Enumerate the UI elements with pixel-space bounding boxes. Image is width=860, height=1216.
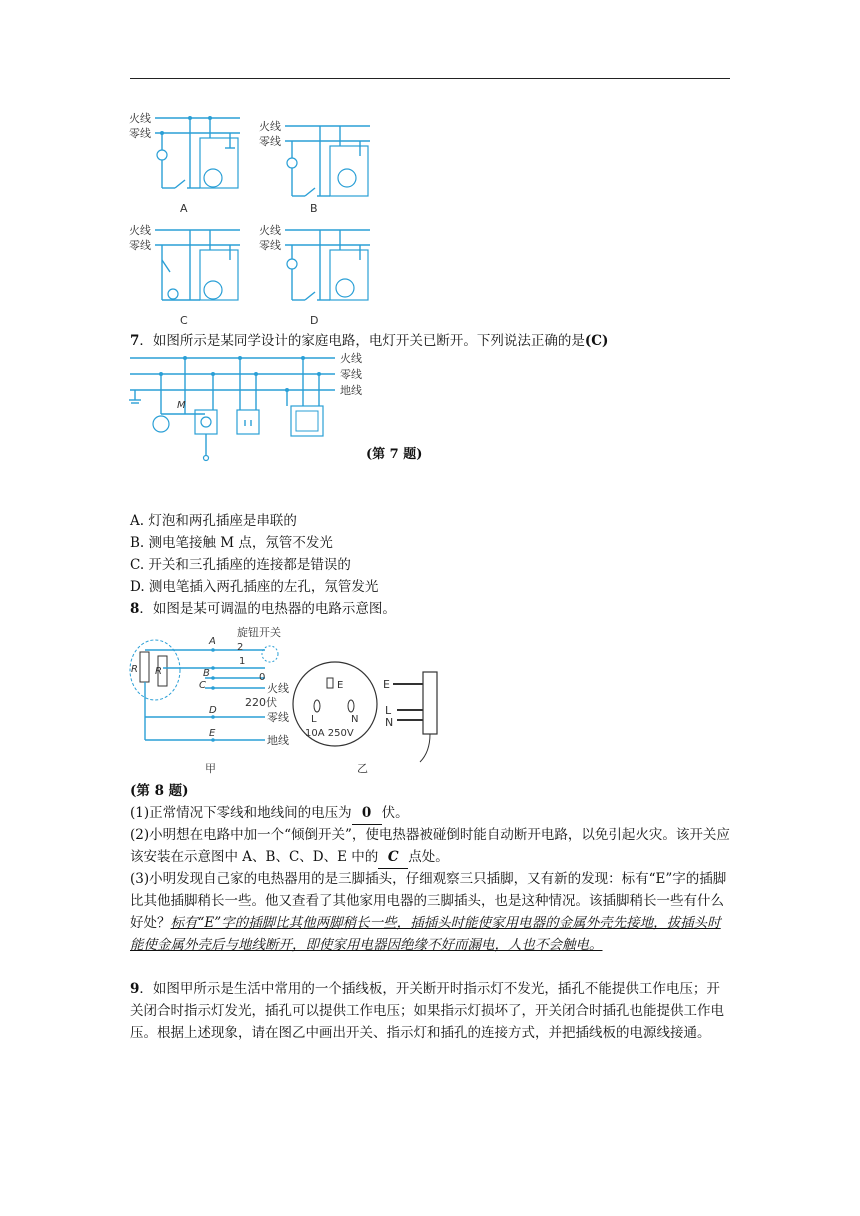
q8-plug-diagram xyxy=(383,672,437,762)
q8-pos1: 1 xyxy=(239,656,246,667)
q8-knob-label: 旋钮开关 xyxy=(237,626,281,639)
q8-jia-label: 甲 xyxy=(205,762,216,775)
panel-d-neutral-label: 零线 xyxy=(259,239,281,252)
q8-part2-answer: C xyxy=(378,846,408,869)
header-rule xyxy=(130,78,730,79)
panel-a-live-label: 火线 xyxy=(129,112,151,125)
q8-part1-answer: 0 xyxy=(352,802,382,825)
q7-option-b: B. 测电笔接触 M 点，氖管不发光 xyxy=(130,535,333,551)
q8-stem: 8．如图是某可调温的电热器的电路示意图。 xyxy=(130,601,396,617)
q7-ground-label: 地线 xyxy=(340,384,362,397)
q8-point-a: A xyxy=(209,636,216,647)
q7-option-a: A. 灯泡和两孔插座是串联的 xyxy=(130,513,297,529)
q7-point-m: M xyxy=(177,400,186,411)
q8-pos0: 0 xyxy=(259,672,266,683)
q8-r2-label: R xyxy=(155,666,162,677)
q9-text: 9．如图甲所示是生活中常用的一个插线板，开关断开时指示灯不发光，插孔不能提供工作电压；开关闭合时指示灯发光，插孔可以提供工作电压；如果指示灯损坏了，开关闭合时插孔也能提供工作电压。根据上述现象，请在图乙中画出开关、指示灯和插孔的连接方式，并把插线板的电源线接通。 xyxy=(130,981,724,1041)
q8-part2: (2)小明想在电路中加一个“倾倒开关”，使电热器被碰倒时能自动断开电路，以免引起火灾。该开关应该安装在示意图中 A、B、C、D、E 中的 C 点处。 xyxy=(130,824,732,869)
options-circuit-figure xyxy=(125,108,385,326)
q8-yi-label: 乙 xyxy=(357,762,368,775)
q8-socket-e: E xyxy=(337,680,344,691)
q8-part3-answer: 标有“E”字的插脚比其他两脚稍长一些，插插头时能使家用电器的金属外壳先接地，拔插头时能使金属外壳后与地线断开，即使家用电器因绝缘不好而漏电，人也不会触电。 xyxy=(130,915,721,953)
panel-d-label: D xyxy=(310,314,319,326)
q8-plug-e: E xyxy=(383,678,390,691)
q8-voltage-label: 220伏 xyxy=(245,696,277,709)
panel-a-neutral-label: 零线 xyxy=(129,127,151,140)
q8-plug-n: N xyxy=(385,716,394,729)
q8-point-e: E xyxy=(209,728,216,739)
panel-c-live-label: 火线 xyxy=(129,224,151,237)
q8-neutral-label: 零线 xyxy=(267,711,289,724)
q7-neutral-label: 零线 xyxy=(340,368,362,381)
q8-pos2: 2 xyxy=(237,642,244,653)
q8-point-d: D xyxy=(209,705,217,716)
q7-option-d: D. 测电笔插入两孔插座的左孔，氖管发光 xyxy=(130,579,379,595)
q7-live-label: 火线 xyxy=(340,352,362,365)
q7-stem: 7．如图所示是某同学设计的家庭电路，电灯开关已断开。下列说法正确的是(C) xyxy=(130,333,609,349)
panel-b-label: B xyxy=(310,202,318,215)
q8-socket-diagram xyxy=(293,662,377,775)
q8-live-label: 火线 xyxy=(267,682,289,695)
panel-a-label: A xyxy=(180,202,188,215)
panel-c-neutral-label: 零线 xyxy=(129,239,151,252)
q8-point-c: C xyxy=(199,680,206,691)
q8-point-b: B xyxy=(203,668,210,679)
q8-socket-rating: 10A 250V xyxy=(305,728,354,739)
panel-d-diagram xyxy=(259,223,370,326)
panel-c-label: C xyxy=(180,314,188,326)
panel-d-live-label: 火线 xyxy=(259,224,281,237)
q8-part3: (3)小明发现自己家的电热器用的是三脚插头，仔细观察三只插脚，又有新的发现：标有“E”字的插脚比其他插脚稍长一些。他又查看了其他家用电器的三脚插头，也是这种情况。该插脚稍长一些有什么好处？标有“E”字的插脚比其他两脚稍长一些，插插头时能使家用电器的金属外壳先接地，拔插头时能使金属外壳后与地线断开，即使家用电器因绝缘不好而漏电，人也不会触电。 xyxy=(130,871,727,953)
panel-c-diagram xyxy=(129,223,240,326)
q8-ground-label: 地线 xyxy=(267,734,289,747)
q7-figure-caption: (第 7 题) xyxy=(366,447,423,462)
q7-option-c: C. 开关和三孔插座的连接都是错误的 xyxy=(130,557,351,573)
q8-plug-l: L xyxy=(385,704,392,717)
q8-socket-n: N xyxy=(351,714,359,725)
q8-r1-label: R xyxy=(131,664,138,675)
q8-circuit-figure xyxy=(125,622,455,780)
q8-socket-l: L xyxy=(311,714,317,725)
panel-b-live-label: 火线 xyxy=(259,120,281,133)
q8-part1: (1)正常情况下零线和地线间的电压为 0 伏。 xyxy=(130,802,409,825)
panel-b-diagram xyxy=(259,119,370,215)
q8-figure-caption: (第 8 题) xyxy=(130,783,189,799)
panel-a-diagram xyxy=(129,111,240,215)
q8-jia-diagram xyxy=(130,625,289,775)
q7-circuit-figure xyxy=(125,348,375,468)
panel-b-neutral-label: 零线 xyxy=(259,135,281,148)
